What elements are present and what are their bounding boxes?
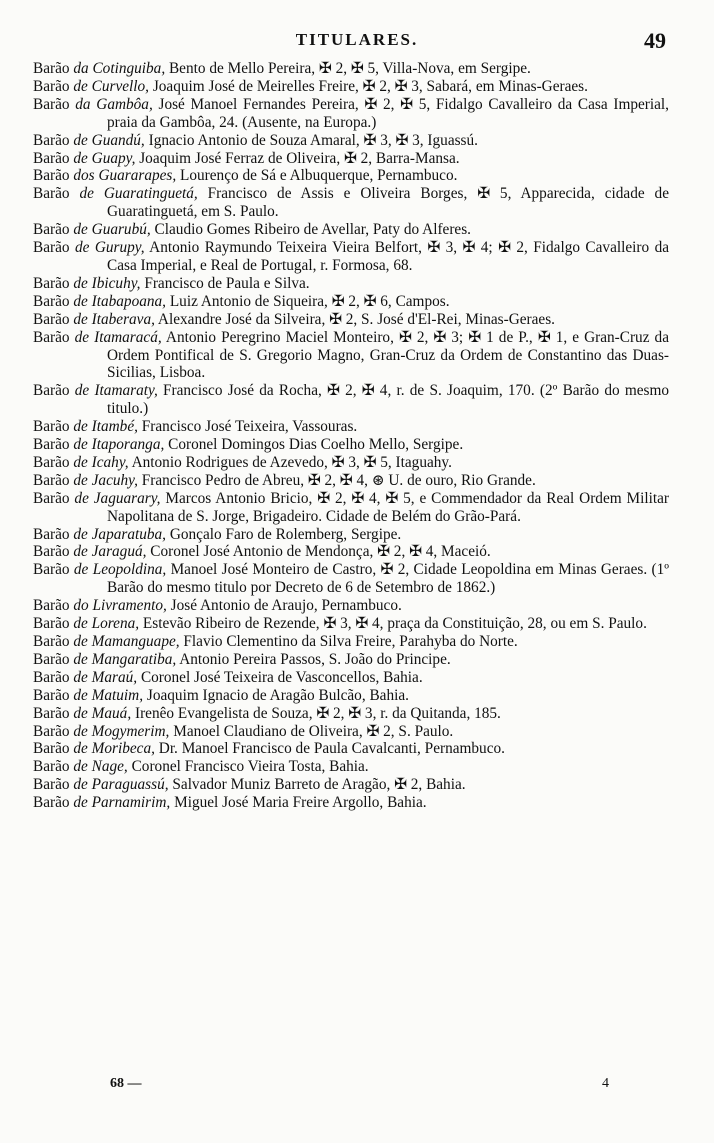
entry-preposition: de xyxy=(73,686,88,704)
entry-text: Irenêo Evangelista de Souza, ✠ 2, ✠ 3, r. da Quitanda, 185. xyxy=(134,704,501,722)
entry-preposition: de xyxy=(74,382,90,400)
entry-place: Leopoldina, xyxy=(92,561,167,579)
entry-title: Barão xyxy=(33,77,70,95)
entry xyxy=(33,167,669,185)
entry-place: Maraú, xyxy=(91,668,138,686)
entry xyxy=(33,96,669,132)
entry xyxy=(33,221,669,239)
entry-preposition: de xyxy=(73,525,88,543)
entry-preposition: de xyxy=(73,650,88,668)
entry-title: Barão xyxy=(33,489,70,507)
entry-title: Barão xyxy=(33,597,70,615)
entry-title: Barão xyxy=(33,471,70,489)
entry-place: Paraguassú, xyxy=(91,776,169,794)
entry-title: Barão xyxy=(33,382,70,400)
entry-text: Flavio Clementino da Silva Freire, Parahyba do Norte. xyxy=(183,633,518,650)
entry-title: Barão xyxy=(33,185,70,203)
entry-place: Ibicuhy, xyxy=(91,274,141,292)
entry xyxy=(33,723,669,741)
entry xyxy=(33,382,669,418)
entry-preposition: de xyxy=(74,328,90,346)
page-number: 49 xyxy=(644,28,666,53)
entry xyxy=(33,669,669,687)
entry xyxy=(33,472,669,490)
entry-place: Itabapoana, xyxy=(91,292,166,310)
entry-preposition: de xyxy=(73,436,88,454)
entry-preposition: de xyxy=(73,758,88,776)
entry-title: Barão xyxy=(33,668,70,686)
entry-place: Mogymerim, xyxy=(91,722,170,740)
entry-preposition: de xyxy=(73,615,88,633)
entry xyxy=(33,150,669,168)
entry-text: Marcos Antonio Bricio, ✠ 2, ✠ 4, ✠ 5, e Commendador da Real Ordem Militar Napolitana de S. Jorge, Brigadeiro. Cidade de Belém do Grão-Pará. xyxy=(107,489,669,525)
sheet-number: 4 xyxy=(602,1076,609,1091)
entry-place: Japaratuba, xyxy=(91,525,166,543)
entry-preposition: da xyxy=(75,95,91,113)
entry-text: Ignacio Antonio de Souza Amaral, ✠ 3, ✠ 3, Iguassú. xyxy=(148,131,478,149)
entry-place: Jaguarary, xyxy=(93,489,161,507)
entry-text: Coronel Francisco Vieira Tosta, Bahia. xyxy=(131,758,369,776)
entry-title: Barão xyxy=(33,633,70,650)
entry-place: Nage, xyxy=(91,758,128,776)
entry xyxy=(33,454,669,472)
entry-preposition: de xyxy=(79,185,94,203)
entry-text: Lourenço de Sá e Albuquerque, Pernambuco. xyxy=(180,167,458,185)
entry-text: Manoel José Monteiro de Castro, ✠ 2, Cidade Leopoldina em Minas Geraes. (1º Barão do mesmo titulo por Decreto de 6 de Setembro de 1862.) xyxy=(107,561,670,597)
entry xyxy=(33,60,669,78)
entry-preposition: de xyxy=(73,776,88,794)
entry xyxy=(33,597,669,615)
entry-place: Mauá, xyxy=(91,704,132,722)
entry-preposition: do xyxy=(73,597,89,615)
entry xyxy=(33,293,669,311)
entry xyxy=(33,740,669,758)
entry-title: Barão xyxy=(33,221,70,239)
entry-preposition: dos xyxy=(73,167,95,185)
entry xyxy=(33,561,669,597)
entry-text: Francisco Pedro de Abreu, ✠ 2, ✠ 4, ⊛ U. de ouro, Rio Grande. xyxy=(141,471,536,489)
entry xyxy=(33,543,669,561)
entry-title: Barão xyxy=(33,561,70,579)
entry-text: Francisco de Assis e Oliveira Borges, ✠ 5, Apparecida, cidade de Guaratinguetá, em S. Paulo. xyxy=(107,185,669,221)
entry-text: Antonio Pereira Passos, S. João do Principe. xyxy=(179,650,451,668)
entry-title: Barão xyxy=(33,794,70,812)
entry-title: Barão xyxy=(33,740,70,758)
entry xyxy=(33,185,669,221)
entry-title: Barão xyxy=(33,328,70,346)
entry-text: Joaquim Ignacio de Aragão Bulcão, Bahia. xyxy=(146,686,409,704)
entry-text: Francisco José da Rocha, ✠ 2, ✠ 4, r. de S. Joaquim, 170. (2º Barão do mesmo titulo.) xyxy=(107,382,670,418)
entry xyxy=(33,239,669,275)
entry xyxy=(33,311,669,329)
entry-preposition: da xyxy=(73,60,89,77)
entry-preposition: de xyxy=(73,668,88,686)
entry-text: Bento de Mello Pereira, ✠ 2, ✠ 5, Villa-Nova, em Sergipe. xyxy=(168,60,531,77)
entry-place: Livramento, xyxy=(92,597,167,615)
entry-text: Antonio Raymundo Teixeira Vieira Belfort, ✠ 3, ✠ 4; ✠ 2, Fidalgo Cavalleiro da Casa Imperial, e Real de Portugal, r. Formosa, 68. xyxy=(107,239,670,274)
entry-title: Barão xyxy=(33,292,70,310)
entry-preposition: de xyxy=(73,418,88,436)
entry-preposition: de xyxy=(73,561,89,579)
entry-text: Antonio Peregrino Maciel Monteiro, ✠ 2, ✠ 3; ✠ 1 de P., ✠ 1, e Gran-Cruz da Ordem Pontifical de S. Gregorio Magno, Gran-Cruz da Ordem de Constantino das Duas-Sicilias, Lisboa. xyxy=(107,328,669,382)
entry-text: Francisco de Paula e Silva. xyxy=(144,274,310,292)
entry-place: Guapy, xyxy=(91,149,136,167)
entry-place: Moribeca, xyxy=(91,740,155,758)
entry-place: Gurupy, xyxy=(94,239,145,257)
entry-text: Francisco José Teixeira, Vassouras. xyxy=(141,418,358,436)
entry-place: Itambé, xyxy=(91,418,138,436)
entry-preposition: de xyxy=(73,292,88,310)
entry-place: Jaraguá, xyxy=(91,543,147,561)
entry xyxy=(33,794,669,812)
entry-text: Antonio Rodrigues de Azevedo, ✠ 3, ✠ 5, Itaguahy. xyxy=(131,453,452,471)
entry-text: Estevão Ribeiro de Rezende, ✠ 3, ✠ 4, praça da Constituição, 28, ou em S. Paulo. xyxy=(142,615,647,633)
entry-preposition: de xyxy=(73,310,88,328)
entry-text: Dr. Manoel Francisco de Paula Cavalcanti, Pernambuco. xyxy=(158,740,505,758)
entry xyxy=(33,758,669,776)
page-header xyxy=(0,30,714,56)
entry-text: Manoel Claudiano de Oliveira, ✠ 2, S. Paulo. xyxy=(173,722,454,740)
entry-title: Barão xyxy=(33,686,70,704)
entry-preposition: de xyxy=(73,740,88,758)
entry-text: Miguel José Maria Freire Argollo, Bahia. xyxy=(174,794,427,812)
entry-place: Guandú, xyxy=(91,131,145,149)
entry-preposition: de xyxy=(73,149,88,167)
entry-preposition: de xyxy=(73,274,88,292)
entry-text: Alexandre José da Silveira, ✠ 2, S. José d'El-Rei, Minas-Geraes. xyxy=(157,310,555,328)
page-footer xyxy=(0,1076,714,1100)
entry-title: Barão xyxy=(33,60,70,77)
entry-text: Claudio Gomes Ribeiro de Avellar, Paty do Alferes. xyxy=(154,221,472,239)
entry xyxy=(33,651,669,669)
entry-title: Barão xyxy=(33,436,70,454)
entry-preposition: de xyxy=(73,722,88,740)
entry-title: Barão xyxy=(33,758,70,776)
entry-title: Barão xyxy=(33,95,70,113)
entry-text: José Manoel Fernandes Pereira, ✠ 2, ✠ 5, Fidalgo Cavalleiro da Casa Imperial, praia da Gambôa, 24. (Ausente, na Europa.) xyxy=(107,95,669,131)
entry-place: Parnamirim, xyxy=(91,794,171,812)
entry-place: Cotinguiba, xyxy=(92,60,166,77)
entry xyxy=(33,132,669,150)
entry-place: Curvello, xyxy=(91,77,149,95)
entry-preposition: de xyxy=(73,221,88,239)
entry-place: Lorena, xyxy=(91,615,140,633)
entry-title: Barão xyxy=(33,722,70,740)
entry-title: Barão xyxy=(33,310,70,328)
entry-preposition: de xyxy=(73,453,88,471)
entry-preposition: de xyxy=(73,794,88,812)
entry-place: Guaratinguetá, xyxy=(103,185,198,203)
entry-place: Icahy, xyxy=(91,453,129,471)
entry-title: Barão xyxy=(33,274,70,292)
entry-preposition: de xyxy=(73,704,88,722)
entry-place: Itamaraty, xyxy=(94,382,158,400)
entry-title: Barão xyxy=(33,650,70,668)
entry-title: Barão xyxy=(33,149,70,167)
entry-title: Barão xyxy=(33,543,70,561)
entry-preposition: de xyxy=(73,543,88,561)
entry-place: Itamaracá, xyxy=(94,328,162,346)
entry-text: José Antonio de Araujo, Pernambuco. xyxy=(170,597,402,615)
entry-text: Salvador Muniz Barreto de Aragão, ✠ 2, Bahia. xyxy=(172,776,466,794)
entry-place: Matuim, xyxy=(91,686,144,704)
entry-text: Luiz Antonio de Siqueira, ✠ 2, ✠ 6, Campos. xyxy=(169,292,450,310)
entry xyxy=(33,526,669,544)
entry-place: Guararapes, xyxy=(98,167,177,185)
entry-list xyxy=(33,60,669,812)
entry-text: Coronel José Teixeira de Vasconcellos, Bahia. xyxy=(140,668,423,686)
entry xyxy=(33,78,669,96)
entry-title: Barão xyxy=(33,131,70,149)
entry-text: Joaquim José Ferraz de Oliveira, ✠ 2, Barra-Mansa. xyxy=(139,149,460,167)
entry-preposition: de xyxy=(73,131,88,149)
signature-mark: 68 — xyxy=(110,1076,142,1091)
entry-place: Mangaratiba, xyxy=(91,650,177,668)
entry xyxy=(33,490,669,526)
entry-preposition: de xyxy=(73,77,88,95)
entry-text: Coronel José Antonio de Mendonça, ✠ 2, ✠ 4, Maceió. xyxy=(150,543,491,561)
entry-title: Barão xyxy=(33,167,70,185)
entry-preposition: de xyxy=(74,489,89,507)
entry-title: Barão xyxy=(33,615,70,633)
entry xyxy=(33,776,669,794)
entry-text: Gonçalo Faro de Rolemberg, Sergipe. xyxy=(169,525,402,543)
entry-preposition: de xyxy=(74,239,90,257)
entry xyxy=(33,633,669,651)
entry-place: Itaberava, xyxy=(91,310,155,328)
entry-preposition: de xyxy=(73,633,88,650)
entry-title: Barão xyxy=(33,704,70,722)
entry-title: Barão xyxy=(33,776,70,794)
entry-title: Barão xyxy=(33,239,70,257)
entry-place: Mamanguape, xyxy=(91,633,180,650)
entry-place: Jacuhy, xyxy=(91,471,138,489)
entry-place: Guarubú, xyxy=(91,221,151,239)
running-title: TITULARES. xyxy=(295,30,419,49)
entry xyxy=(33,418,669,436)
entry xyxy=(33,687,669,705)
entry-title: Barão xyxy=(33,453,70,471)
entry xyxy=(33,615,669,633)
entry-title: Barão xyxy=(33,525,70,543)
entry xyxy=(33,436,669,454)
entry-title: Barão xyxy=(33,418,70,436)
entry xyxy=(33,705,669,723)
entry-preposition: de xyxy=(73,471,88,489)
entry-text: Joaquim José de Meirelles Freire, ✠ 2, ✠ 3, Sabará, em Minas-Geraes. xyxy=(152,77,588,95)
entry-place: Gambôa, xyxy=(96,95,153,113)
entry xyxy=(33,329,669,383)
entry xyxy=(33,275,669,293)
entry-place: Itaporanga, xyxy=(91,436,165,454)
entry-text: Coronel Domingos Dias Coelho Mello, Sergipe. xyxy=(168,436,464,454)
